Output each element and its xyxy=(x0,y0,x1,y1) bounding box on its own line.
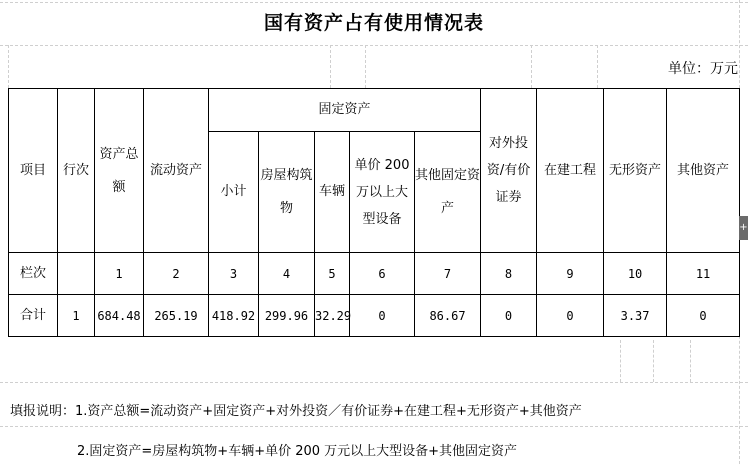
total-value-cell: 299.96 xyxy=(259,295,315,337)
column-number-cell xyxy=(58,253,95,295)
column-number-cell: 6 xyxy=(350,253,415,295)
sheet-gridline xyxy=(0,426,748,427)
unit-label: 单位：万元 xyxy=(668,61,738,77)
total-value-cell: 3.37 xyxy=(604,295,667,337)
sheet-gridline xyxy=(653,340,654,382)
column-number-row xyxy=(9,253,740,295)
header-vehicles: 车辆 xyxy=(315,132,350,253)
sheet-gridline xyxy=(690,340,691,382)
header-other-fixed: 其他固定资产 xyxy=(415,132,481,253)
header-large-equipment: 单价 200 万以上大型设备 xyxy=(350,132,415,253)
header-total-assets: 资产总额 xyxy=(95,89,144,253)
sheet-gridline xyxy=(620,340,621,382)
column-number-cell: 9 xyxy=(537,253,604,295)
header-fixed-assets: 固定资产 xyxy=(209,89,481,132)
header-investments: 对外投资/有价证券 xyxy=(481,89,537,253)
header-intangible: 无形资产 xyxy=(604,89,667,253)
total-value-cell: 32.29 xyxy=(315,295,350,337)
header-construction: 在建工程 xyxy=(537,89,604,253)
total-row xyxy=(9,295,740,337)
column-number-cell: 4 xyxy=(259,253,315,295)
column-number-cell: 5 xyxy=(315,253,350,295)
header-other-assets: 其他资产 xyxy=(667,89,740,253)
total-value-cell: 0 xyxy=(350,295,415,337)
header-subtotal: 小计 xyxy=(209,132,259,253)
sheet-gridline xyxy=(531,45,532,88)
column-number-cell: 10 xyxy=(604,253,667,295)
column-number-cell: 2 xyxy=(144,253,209,295)
header-current-assets: 流动资产 xyxy=(144,89,209,253)
instruction-note-1: 填报说明：1.资产总额=流动资产+固定资产+对外投资／有价证券+在建工程+无形资产+其他资产 xyxy=(10,404,582,419)
total-value-cell: 86.67 xyxy=(415,295,481,337)
sheet-gridline xyxy=(597,45,598,88)
column-row-label: 栏次 xyxy=(9,253,58,295)
total-value-cell: 0 xyxy=(537,295,604,337)
header-row-no: 行次 xyxy=(58,89,95,253)
total-value-cell: 684.48 xyxy=(95,295,144,337)
asset-table xyxy=(8,88,740,337)
total-value-cell: 0 xyxy=(667,295,740,337)
sheet-gridline xyxy=(0,2,748,3)
sheet-gridline xyxy=(0,382,748,383)
total-value-cell: 0 xyxy=(481,295,537,337)
header-item: 项目 xyxy=(9,89,58,253)
report-title: 国有资产占有使用情况表 xyxy=(263,12,484,34)
header-buildings: 房屋构筑物 xyxy=(259,132,315,253)
column-number-cell: 1 xyxy=(95,253,144,295)
sheet-gridline xyxy=(8,45,9,88)
total-value-cell: 418.92 xyxy=(209,295,259,337)
total-value-cell: 265.19 xyxy=(144,295,209,337)
sheet-gridline xyxy=(365,45,366,88)
side-expand-handle[interactable]: + xyxy=(739,216,748,240)
sheet-gridline xyxy=(330,45,331,88)
column-number-cell: 8 xyxy=(481,253,537,295)
total-row-no: 1 xyxy=(58,295,95,337)
sheet-gridline xyxy=(0,45,748,46)
column-number-cell: 7 xyxy=(415,253,481,295)
column-number-cell: 3 xyxy=(209,253,259,295)
column-number-cell: 11 xyxy=(667,253,740,295)
instruction-note-2: 2.固定资产=房屋构筑物+车辆+单价 200 万元以上大型设备+其他固定资产 xyxy=(77,444,518,459)
total-row-label: 合计 xyxy=(9,295,58,337)
